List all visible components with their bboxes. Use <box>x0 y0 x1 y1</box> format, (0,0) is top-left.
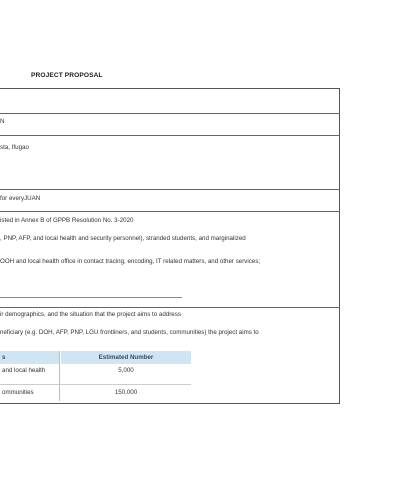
table-cell: 5,000 <box>118 367 134 374</box>
table-cell: 150,000 <box>114 389 138 396</box>
row-divider <box>0 384 191 385</box>
column-divider <box>59 351 60 401</box>
row-divider <box>0 189 340 190</box>
row-divider <box>0 113 340 114</box>
beneficiary-description: neficiary (e.g. DOH, AFP, PNP, LGU frontliners, and students, communities) the project aims to <box>0 329 259 336</box>
page-title: PROJECT PROPOSAL <box>31 72 103 79</box>
row-divider <box>0 211 340 212</box>
table-header-beneficiaries: s <box>0 351 59 364</box>
demographics-heading: ir demographics, and the situation that the project aims to address <box>0 311 181 318</box>
blank-underline <box>0 297 182 298</box>
field-project-title-value: for everyJUAN <box>0 195 41 202</box>
criteria-text: isted in Annex B of GPPB Resolution No. 3-2020 <box>0 217 134 224</box>
field-name-value: N <box>0 118 5 125</box>
table-cell: ommunities <box>2 389 34 396</box>
services-text: OOH and local health office in contact tracing, encoding, IT related matters, and other services; <box>0 258 261 265</box>
field-location-value: sta, Ifugao <box>0 144 29 151</box>
row-divider <box>0 307 340 308</box>
table-header-estimated-number: Estimated Number <box>61 351 191 364</box>
table-cell: and local health <box>2 367 46 374</box>
row-divider <box>0 135 340 136</box>
beneficiaries-text: , PNP, AFP, and local health and security personnel), stranded students, and marginalized <box>0 235 246 242</box>
